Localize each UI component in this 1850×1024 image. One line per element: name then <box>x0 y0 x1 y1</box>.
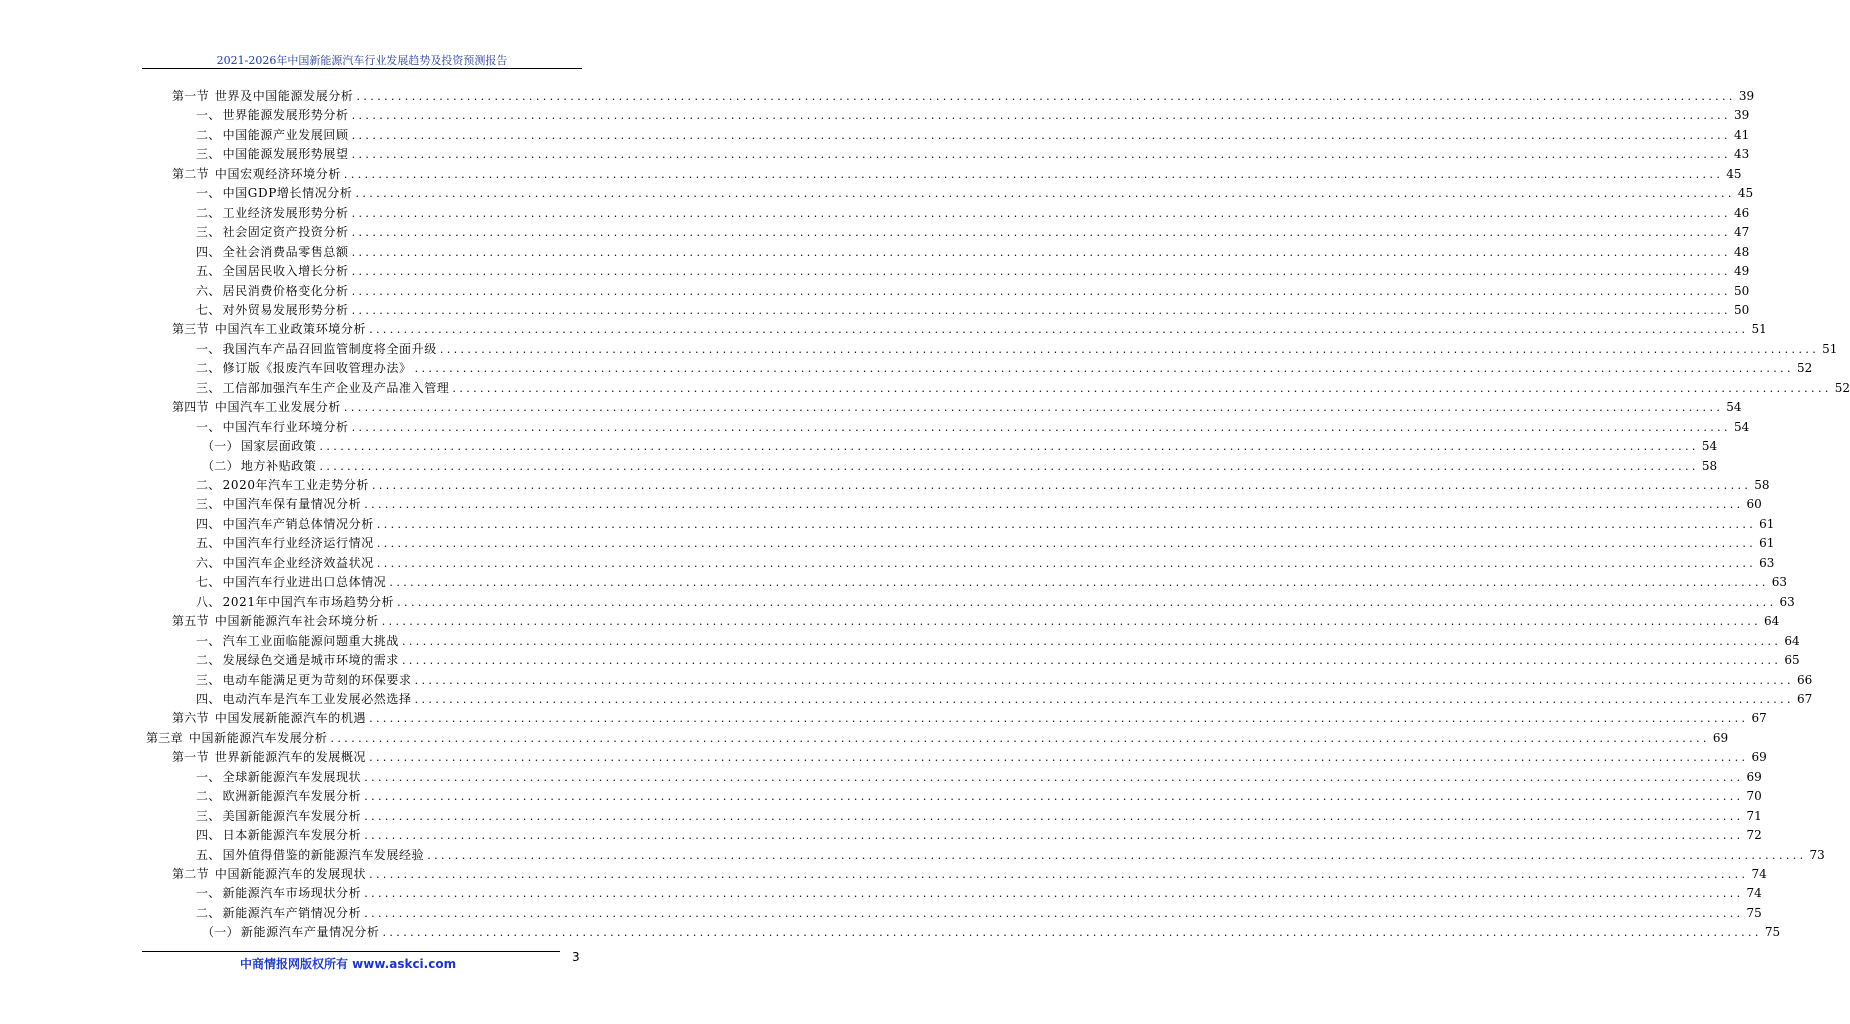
toc-entry[interactable] <box>202 438 1718 455</box>
toc-entry[interactable] <box>202 924 1781 941</box>
toc-entry-page: 69 <box>1751 750 1767 765</box>
toc-entry-number: 二、 <box>196 478 221 492</box>
toc-entry-number: 第一节 <box>172 750 209 765</box>
toc-dot-leader: ........................................................................................................................................................................................................ <box>364 906 1744 920</box>
toc-entry-number: 五、 <box>196 847 221 862</box>
toc-entry-number: 八、 <box>196 594 221 609</box>
toc-entry-title: 2020年汽车工业走势分析 <box>222 478 369 492</box>
toc-entry[interactable] <box>196 146 1750 163</box>
toc-entry-page: 54 <box>1733 419 1750 434</box>
toc-entry-number: 一、 <box>196 886 221 901</box>
toc-entry-number: 三、 <box>196 808 221 823</box>
toc-entry[interactable] <box>196 574 1788 591</box>
toc-entry[interactable] <box>196 633 1800 650</box>
toc-entry-page: 54 <box>1726 400 1742 415</box>
toc-dot-leader: ........................................................................................................................................................................................................ <box>414 692 1794 706</box>
toc-entry-page: 63 <box>1759 555 1775 570</box>
toc-entry-number: 第二节 <box>172 867 209 881</box>
toc-entry-title: 世界能源发展形势分析 <box>222 108 349 123</box>
toc-entry-title: 修订版《报废汽车回收管理办法》 <box>222 361 412 376</box>
toc-entry[interactable] <box>196 127 1750 144</box>
toc-entry-number: 七、 <box>196 302 221 317</box>
toc-entry-title: 中国能源发展形势展望 <box>222 147 349 162</box>
toc-entry[interactable] <box>196 360 1813 377</box>
toc-entry-title: 新能源汽车产量情况分析 <box>240 925 380 940</box>
toc-entry-page: 45 <box>1737 186 1754 201</box>
toc-entry-number: （一） <box>202 925 239 940</box>
toc-entry-number: 五、 <box>196 264 221 279</box>
toc-entry-page: 75 <box>1746 905 1762 920</box>
toc-entry-number: 三、 <box>196 672 221 687</box>
toc-entry[interactable] <box>172 399 1742 416</box>
toc-entry[interactable] <box>172 88 1755 105</box>
toc-entry-page: 73 <box>1809 847 1825 862</box>
toc-dot-leader: ........................................................................................................................................................................................................ <box>376 537 1757 551</box>
toc-entry-number: 第一节 <box>172 89 209 103</box>
toc-dot-leader: ........................................................................................................................................................................................................ <box>343 401 1724 415</box>
toc-entry[interactable] <box>196 419 1750 436</box>
toc-dot-leader: ........................................................................................................................................................................................................ <box>382 926 1762 940</box>
toc-entry-page: 50 <box>1733 283 1750 298</box>
toc-entry-title: 日本新能源汽车发展分析 <box>222 828 362 843</box>
toc-entry-number: 二、 <box>196 653 221 668</box>
toc-entry-title: 新能源汽车市场现状分析 <box>222 886 362 901</box>
toc-entry-page: 63 <box>1779 594 1795 609</box>
toc-dot-leader: ........................................................................................................................................................................................................ <box>343 167 1724 181</box>
toc-entry-title: 美国新能源汽车发展分析 <box>222 808 362 823</box>
toc-entry-title: 电动车能满足更为苛刻的环保要求 <box>222 672 412 687</box>
toc-entry-page: 69 <box>1746 769 1762 784</box>
toc-entry[interactable] <box>196 302 1750 319</box>
toc-entry[interactable] <box>196 847 1825 864</box>
toc-entry-number: 三、 <box>196 147 221 162</box>
toc-entry[interactable] <box>196 827 1762 844</box>
toc-entry-page: 52 <box>1834 380 1850 395</box>
toc-entry-number: 三、 <box>196 380 221 395</box>
toc-entry-page: 46 <box>1733 205 1750 220</box>
toc-entry[interactable] <box>172 613 1780 630</box>
toc-entry[interactable] <box>196 185 1754 202</box>
toc-entry-title: 中国汽车行业进出口总体情况 <box>222 575 387 590</box>
toc-dot-leader: ........................................................................................................................................................................................................ <box>319 459 1699 473</box>
toc-dot-leader: ........................................................................................................................................................................................................ <box>364 770 1744 784</box>
toc-entry-number: 二、 <box>196 905 221 920</box>
toc-entry[interactable] <box>196 905 1762 922</box>
toc-entry-page: 45 <box>1726 166 1742 181</box>
footer-divider <box>142 951 560 952</box>
toc-entry[interactable] <box>172 166 1742 183</box>
toc-entry-number: 第四节 <box>172 400 209 415</box>
toc-entry[interactable] <box>172 749 1767 766</box>
toc-entry-title: 社会固定资产投资分析 <box>222 225 349 240</box>
toc-entry-title: 新能源汽车产销情况分析 <box>222 905 362 920</box>
toc-entry-number: 一、 <box>196 419 221 434</box>
toc-dot-leader: ........................................................................................................................................................................................................ <box>397 595 1777 609</box>
toc-dot-leader: ........................................................................................................................................................................................................ <box>319 440 1699 454</box>
toc-entry-title: 中国发展新能源汽车的机遇 <box>214 711 367 726</box>
toc-entry[interactable] <box>196 341 1838 358</box>
toc-entry-page: 66 <box>1796 672 1813 687</box>
toc-entry-title: 中国新能源汽车社会环境分析 <box>214 614 379 629</box>
toc-entry-number: 一、 <box>196 186 221 201</box>
toc-entry-number: 三、 <box>196 225 221 240</box>
toc-entry-page: 69 <box>1712 730 1729 745</box>
toc-entry-page: 41 <box>1733 127 1750 142</box>
toc-entry[interactable] <box>196 885 1762 902</box>
toc-dot-leader: ........................................................................................................................................................................................................ <box>351 245 1731 259</box>
toc-entry-page: 71 <box>1746 808 1762 823</box>
toc-dot-leader: ........................................................................................................................................................................................................ <box>355 187 1735 201</box>
toc-entry[interactable] <box>196 672 1813 689</box>
toc-entry-title: 工业经济发展形势分析 <box>222 205 349 220</box>
toc-dot-leader: ........................................................................................................................................................................................................ <box>376 556 1757 570</box>
toc-dot-leader: ........................................................................................................................................................................................................ <box>402 634 1782 648</box>
toc-entry[interactable] <box>196 535 1775 552</box>
toc-entry-title: 全国居民收入增长分析 <box>222 264 349 279</box>
toc-entry[interactable] <box>196 205 1750 222</box>
toc-entry-page: 48 <box>1733 244 1750 259</box>
toc-entry-page: 75 <box>1764 925 1781 940</box>
toc-entry-page: 67 <box>1796 691 1813 706</box>
toc-dot-leader: ........................................................................................................................................................................................................ <box>369 712 1749 726</box>
toc-entry-number: 四、 <box>196 828 221 843</box>
toc-dot-leader: ........................................................................................................................................................................................................ <box>371 479 1752 492</box>
toc-entry[interactable] <box>172 710 1767 727</box>
toc-entry-page: 64 <box>1784 633 1800 648</box>
toc-entry-page: 39 <box>1738 89 1755 103</box>
toc-entry-page: 63 <box>1771 575 1788 590</box>
toc-entry[interactable] <box>196 555 1775 572</box>
toc-entry-page: 47 <box>1733 225 1750 240</box>
toc-entry-page: 64 <box>1764 614 1780 629</box>
toc-dot-leader: ........................................................................................................................................................................................................ <box>389 576 1769 590</box>
toc-entry-number: 二、 <box>196 361 221 376</box>
toc-entry-page: 61 <box>1759 536 1775 551</box>
toc-entry-number: 三、 <box>196 497 221 512</box>
toc-dot-leader: ........................................................................................................................................................................................................ <box>351 128 1731 142</box>
toc-entry-page: 43 <box>1733 147 1750 162</box>
toc-dot-leader: ........................................................................................................................................................................................................ <box>369 868 1749 881</box>
toc-entry-number: 第三节 <box>172 322 209 337</box>
toc-entry-number: 一、 <box>196 769 221 784</box>
toc-entry-number: 一、 <box>196 108 221 123</box>
toc-entry-title: 2021年中国汽车市场趋势分析 <box>222 594 395 609</box>
toc-dot-leader: ........................................................................................................................................................................................................ <box>369 751 1749 765</box>
toc-entry-title: 中国能源产业发展回顾 <box>222 127 349 142</box>
toc-entry-number: 六、 <box>196 555 221 570</box>
toc-entry-title: 中国汽车行业环境分析 <box>222 419 349 434</box>
toc-entry-page: 52 <box>1796 361 1813 376</box>
toc-entry-title: 我国汽车产品召回监管制度将全面升级 <box>222 341 437 356</box>
toc-entry-page: 60 <box>1746 497 1762 512</box>
toc-entry-title: 中国宏观经济环境分析 <box>214 166 341 181</box>
toc-entry[interactable] <box>196 652 1800 669</box>
toc-entry-title: 世界及中国能源发展分析 <box>214 89 354 103</box>
toc-entry-page: 72 <box>1746 828 1762 843</box>
toc-entry[interactable] <box>196 516 1775 533</box>
toc-dot-leader: ........................................................................................................................................................................................................ <box>439 342 1820 356</box>
toc-entry-title: 中国汽车企业经济效益状况 <box>222 555 374 570</box>
toc-entry-title: 对外贸易发展形势分析 <box>222 302 349 317</box>
toc-entry[interactable] <box>196 808 1762 825</box>
toc-entry[interactable] <box>172 321 1767 338</box>
toc-entry-number: 七、 <box>196 575 221 590</box>
toc-dot-leader: ........................................................................................................................................................................................................ <box>356 90 1736 103</box>
toc-entry-page: 50 <box>1733 302 1750 317</box>
toc-entry-page: 70 <box>1746 789 1762 804</box>
toc-entry-title: 中国新能源汽车的发展现状 <box>214 867 367 881</box>
toc-dot-leader: ........................................................................................................................................................................................................ <box>414 362 1794 376</box>
toc-dot-leader: ........................................................................................................................................................................................................ <box>351 206 1731 220</box>
toc-entry-number: 六、 <box>196 283 221 298</box>
toc-entry-number: 二、 <box>196 205 221 220</box>
toc-dot-leader: ........................................................................................................................................................................................................ <box>351 148 1731 162</box>
toc-dot-leader: ........................................................................................................................................................................................................ <box>364 498 1744 512</box>
toc-entry-title: 中国汽车工业发展分析 <box>214 400 341 415</box>
toc-entry[interactable] <box>196 496 1762 513</box>
toc-dot-leader: ........................................................................................................................................................................................................ <box>364 790 1744 804</box>
toc-entry-number: 第三章 <box>146 730 183 745</box>
toc-entry[interactable] <box>202 458 1718 475</box>
toc-entry-title: 世界新能源汽车的发展概况 <box>214 750 367 765</box>
page-number: 3 <box>572 950 580 964</box>
toc-entry-number: 一、 <box>196 633 221 648</box>
toc-entry-title: 中国汽车保有量情况分析 <box>222 497 362 512</box>
toc-entry-title: 中国汽车行业经济运行情况 <box>222 536 374 551</box>
toc-entry-page: 49 <box>1733 264 1750 279</box>
toc-entry-title: 工信部加强汽车生产企业及产品准入管理 <box>222 380 450 395</box>
toc-entry-page: 65 <box>1784 653 1800 668</box>
toc-dot-leader: ........................................................................................................................................................................................................ <box>364 829 1744 843</box>
toc-entry-number: 二、 <box>196 127 221 142</box>
toc-entry[interactable] <box>196 691 1813 708</box>
toc-entry-number: 四、 <box>196 691 221 706</box>
toc-entry[interactable] <box>196 380 1850 397</box>
toc-dot-leader: ........................................................................................................................................................................................................ <box>351 284 1731 298</box>
toc-entry-title: 汽车工业面临能源问题重大挑战 <box>222 633 400 648</box>
toc-entry[interactable] <box>146 730 1729 747</box>
toc-entry[interactable] <box>196 224 1750 241</box>
toc-entry-number: 五、 <box>196 536 221 551</box>
toc-entry-title: 国外值得借鉴的新能源汽车发展经验 <box>222 847 425 862</box>
toc-entry[interactable] <box>196 594 1795 611</box>
toc-entry[interactable] <box>196 788 1762 805</box>
toc-entry-title: 中国新能源汽车发展分析 <box>188 730 328 745</box>
toc-entry-number: （二） <box>202 458 239 473</box>
toc-dot-leader: ........................................................................................................................................................................................................ <box>427 848 1807 862</box>
toc-entry-title: 地方补贴政策 <box>240 458 317 473</box>
toc-entry[interactable] <box>196 107 1750 124</box>
toc-entry[interactable] <box>196 244 1750 261</box>
toc-dot-leader: ........................................................................................................................................................................................................ <box>369 323 1749 337</box>
toc-entry-title: 中国汽车产销总体情况分析 <box>222 516 374 531</box>
toc-dot-leader: ........................................................................................................................................................................................................ <box>351 303 1731 317</box>
toc-entry-number: （一） <box>202 439 239 454</box>
toc-dot-leader: ........................................................................................................................................................................................................ <box>351 109 1731 123</box>
toc-entry-page: 74 <box>1746 886 1762 901</box>
toc-entry[interactable] <box>172 866 1767 883</box>
toc-entry-number: 第六节 <box>172 711 209 726</box>
toc-dot-leader: ........................................................................................................................................................................................................ <box>364 809 1744 823</box>
toc-entry-page: 51 <box>1751 322 1767 337</box>
toc-entry-number: 一、 <box>196 341 221 356</box>
toc-entry-title: 中国汽车工业政策环境分析 <box>214 322 367 337</box>
toc-entry-title: 全球新能源汽车发展现状 <box>222 769 362 784</box>
toc-entry-title: 居民消费价格变化分析 <box>222 283 349 298</box>
header-divider <box>142 68 582 69</box>
toc-entry-title: 欧洲新能源汽车发展分析 <box>222 789 362 804</box>
toc-entry-title: 发展绿色交通是城市环境的需求 <box>222 653 400 668</box>
toc-dot-leader: ........................................................................................................................................................................................................ <box>414 673 1794 687</box>
toc-entry-title: 国家层面政策 <box>240 439 317 454</box>
toc-entry-number: 四、 <box>196 516 221 531</box>
toc-entry-page: 74 <box>1751 867 1767 881</box>
toc-entry-number: 二、 <box>196 789 221 804</box>
toc-dot-leader: ........................................................................................................................................................................................................ <box>351 226 1731 240</box>
toc-dot-leader: ........................................................................................................................................................................................................ <box>364 887 1744 901</box>
toc-entry-page: 61 <box>1759 516 1775 531</box>
toc-dot-leader: ........................................................................................................................................................................................................ <box>330 731 1710 745</box>
toc-entry[interactable] <box>196 283 1750 300</box>
toc-entry-number: 第二节 <box>172 166 209 181</box>
toc-entry-page: 58 <box>1754 478 1770 492</box>
toc-dot-leader: ........................................................................................................................................................................................................ <box>381 615 1762 629</box>
toc-entry-title: 中国GDP增长情况分析 <box>222 186 353 201</box>
toc-entry[interactable] <box>196 263 1750 280</box>
toc-entry-page: 54 <box>1701 439 1718 454</box>
toc-entry-page: 58 <box>1701 458 1718 473</box>
toc-entry-title: 电动汽车是汽车工业发展必然选择 <box>222 691 412 706</box>
toc-entry[interactable] <box>196 477 1770 494</box>
toc-entry-page: 51 <box>1822 341 1838 356</box>
toc-dot-leader: ........................................................................................................................................................................................................ <box>351 420 1731 434</box>
toc-entry-number: 四、 <box>196 244 221 259</box>
toc-entry-title: 全社会消费品零售总额 <box>222 244 349 259</box>
toc-dot-leader: ........................................................................................................................................................................................................ <box>402 654 1782 668</box>
header-title: 2021-2026年中国新能源汽车行业发展趋势及投资预测报告 <box>216 54 508 67</box>
toc-dot-leader: ........................................................................................................................................................................................................ <box>452 381 1832 395</box>
toc-entry-page: 67 <box>1751 711 1767 726</box>
toc-dot-leader: ........................................................................................................................................................................................................ <box>376 517 1757 531</box>
toc-entry-page: 39 <box>1733 108 1750 123</box>
toc-dot-leader: ........................................................................................................................................................................................................ <box>351 265 1731 279</box>
toc-entry[interactable] <box>196 769 1762 786</box>
toc-entry-number: 第五节 <box>172 614 209 629</box>
footer-copyright: 中商情报网版权所有 www.askci.com <box>240 957 457 971</box>
